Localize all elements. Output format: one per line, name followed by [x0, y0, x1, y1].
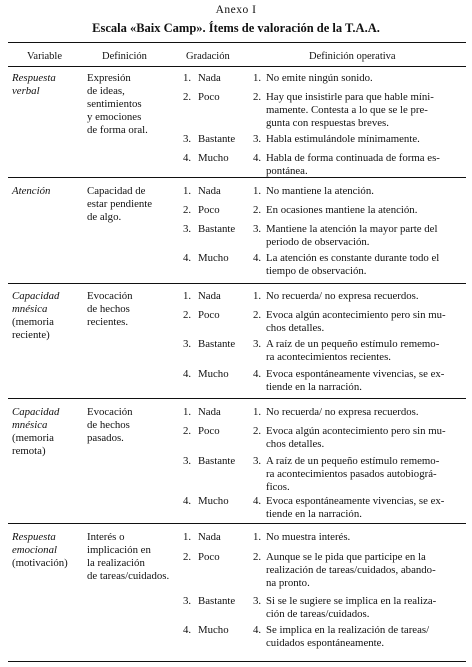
section-divider [8, 523, 466, 524]
definition-text: de tareas/cuidados. [87, 570, 170, 582]
variable-label: emocional [12, 544, 57, 556]
variable-label: mnésica [12, 303, 48, 315]
operative-definition: Habla estimulándole mínimamente. [266, 133, 420, 145]
operative-definition: Evoca espontáneamente vivencias, se ex- [266, 495, 445, 507]
operative-definition: Evoca espontáneamente vivencias, se ex- [266, 368, 445, 380]
definition-text: sentimientos [87, 98, 142, 110]
operative-definition: ficos. [266, 481, 290, 493]
operative-definition: Evoca algún acontecimiento pero sin mu- [266, 425, 446, 437]
grade-number: 4. [183, 252, 192, 264]
operative-definition: Habla de forma continuada de forma es- [266, 152, 440, 164]
operative-number: 1. [253, 185, 262, 197]
grade-number: 2. [183, 204, 192, 216]
grade-label: Nada [198, 290, 221, 302]
grade-label: Mucho [198, 252, 229, 264]
operative-definition: na pronto. [266, 577, 310, 589]
grade-number: 2. [183, 551, 192, 563]
grade-label: Bastante [198, 223, 236, 235]
operative-definition: gunta con respuestas breves. [266, 117, 389, 129]
variable-sublabel: (motivación) [12, 557, 68, 569]
grade-label: Poco [198, 204, 220, 216]
variable-sublabel: reciente) [12, 329, 50, 341]
grade-label: Bastante [198, 133, 236, 145]
operative-definition: mamente. Contesta a lo que se le pre- [266, 104, 428, 116]
operative-definition: No recuerda/ no expresa recuerdos. [266, 290, 419, 302]
operative-number: 2. [253, 309, 262, 321]
header-rule [8, 66, 466, 67]
operative-number: 4. [253, 495, 262, 507]
operative-definition: Si se le sugiere se implica en la realiza- [266, 595, 437, 607]
table-title: Escala «Baix Camp». Ítems de valoración de la T.A.A. [92, 21, 380, 35]
grade-label: Bastante [198, 595, 236, 607]
operative-number: 3. [253, 133, 262, 145]
definition-text: Evocación [87, 406, 133, 418]
variable-sublabel: (memoria [12, 432, 54, 444]
operative-number: 4. [253, 152, 262, 164]
definition-text: de ideas, [87, 85, 125, 97]
header-variable: Variable [27, 51, 62, 62]
operative-number: 2. [253, 91, 262, 103]
operative-definition: cuidados espontáneamente. [266, 637, 385, 649]
operative-definition: chos detalles. [266, 438, 325, 450]
operative-definition: Aunque se le pida que participe en la [266, 551, 426, 563]
definition-text: de hechos [87, 419, 130, 431]
grade-label: Poco [198, 309, 220, 321]
definition-text: Interés o [87, 531, 125, 543]
header-operativa: Definición operativa [309, 51, 396, 62]
top-rule [8, 42, 466, 43]
header-definicion: Definición [102, 51, 147, 62]
operative-number: 1. [253, 290, 262, 302]
grade-number: 3. [183, 595, 192, 607]
grade-number: 3. [183, 133, 192, 145]
grade-label: Poco [198, 551, 220, 563]
grade-number: 1. [183, 72, 192, 84]
header-gradacion: Gradación [186, 51, 230, 62]
annex-label: Anexo I [215, 4, 257, 16]
operative-number: 2. [253, 425, 262, 437]
definition-text: de hechos [87, 303, 130, 315]
grade-number: 3. [183, 338, 192, 350]
grade-label: Bastante [198, 455, 236, 467]
grade-label: Poco [198, 425, 220, 437]
operative-number: 1. [253, 72, 262, 84]
operative-definition: periodo de observación. [266, 236, 370, 248]
grade-number: 4. [183, 624, 192, 636]
operative-definition: Se implica en la realización de tareas/ [266, 624, 430, 636]
definition-text: Capacidad de [87, 185, 146, 197]
grade-number: 2. [183, 91, 192, 103]
grade-number: 4. [183, 152, 192, 164]
operative-number: 3. [253, 455, 262, 467]
grade-label: Poco [198, 91, 220, 103]
grade-label: Nada [198, 531, 221, 543]
grade-label: Nada [198, 72, 221, 84]
operative-definition: ra acontecimientos recientes. [266, 351, 392, 363]
operative-number: 3. [253, 223, 262, 235]
operative-number: 3. [253, 338, 262, 350]
operative-number: 2. [253, 551, 262, 563]
grade-number: 2. [183, 425, 192, 437]
variable-label: Respuesta [12, 531, 56, 543]
operative-definition: tiende en la narración. [266, 381, 362, 393]
operative-definition: ra acontecimientos pasados autobiográ- [266, 468, 437, 480]
operative-definition: tiende en la narración. [266, 508, 362, 520]
grade-label: Nada [198, 185, 221, 197]
section-divider [8, 283, 466, 284]
variable-label: Respuesta [12, 72, 56, 84]
variable-sublabel: (memoria [12, 316, 54, 328]
grade-number: 3. [183, 223, 192, 235]
grade-number: 1. [183, 290, 192, 302]
variable-label: verbal [12, 85, 40, 97]
operative-definition: No emite ningún sonido. [266, 72, 373, 84]
grade-number: 1. [183, 185, 192, 197]
operative-definition: En ocasiones mantiene la atención. [266, 204, 418, 216]
definition-text: Expresión [87, 72, 131, 84]
operative-definition: ción de tareas/cuidados. [266, 608, 370, 620]
definition-text: la realización [87, 557, 145, 569]
operative-definition: realización de tareas/cuidados, abando- [266, 564, 436, 576]
grade-number: 2. [183, 309, 192, 321]
variable-label: Atención [12, 185, 51, 197]
variable-label: mnésica [12, 419, 48, 431]
grade-label: Bastante [198, 338, 236, 350]
operative-definition: No mantiene la atención. [266, 185, 374, 197]
bottom-rule [8, 661, 466, 662]
operative-definition: A raíz de un pequeño estímulo rememo- [266, 338, 440, 350]
grade-number: 1. [183, 406, 192, 418]
operative-definition: pontánea. [266, 165, 308, 177]
operative-number: 4. [253, 368, 262, 380]
definition-text: pasados. [87, 432, 124, 444]
operative-number: 1. [253, 406, 262, 418]
section-divider [8, 398, 466, 399]
definition-text: estar pendiente [87, 198, 153, 210]
operative-definition: No muestra interés. [266, 531, 351, 543]
operative-definition: Evoca algún acontecimiento pero sin mu- [266, 309, 446, 321]
operative-number: 3. [253, 595, 262, 607]
grade-number: 1. [183, 531, 192, 543]
grade-label: Mucho [198, 624, 229, 636]
operative-definition: chos detalles. [266, 322, 325, 334]
operative-definition: La atención es constante durante todo el [266, 252, 440, 264]
definition-text: implicación en [87, 544, 151, 556]
operative-definition: tiempo de observación. [266, 265, 367, 277]
operative-definition: No recuerda/ no expresa recuerdos. [266, 406, 419, 418]
grade-label: Mucho [198, 368, 229, 380]
operative-number: 2. [253, 204, 262, 216]
variable-sublabel: remota) [12, 445, 46, 457]
grade-number: 4. [183, 495, 192, 507]
operative-definition: A raíz de un pequeño estímulo rememo- [266, 455, 440, 467]
variable-label: Capacidad [12, 290, 60, 302]
operative-number: 1. [253, 531, 262, 543]
definition-text: de forma oral. [87, 124, 148, 136]
definition-text: y emociones [87, 111, 142, 123]
definition-text: de algo. [87, 211, 122, 223]
grade-label: Mucho [198, 152, 229, 164]
grade-number: 4. [183, 368, 192, 380]
grade-number: 3. [183, 455, 192, 467]
operative-number: 4. [253, 252, 262, 264]
grade-label: Mucho [198, 495, 229, 507]
definition-text: recientes. [87, 316, 129, 328]
operative-definition: Mantiene la atención la mayor parte del [266, 223, 438, 235]
definition-text: Evocación [87, 290, 133, 302]
operative-number: 4. [253, 624, 262, 636]
operative-definition: Hay que insistirle para que hable míni- [266, 91, 434, 103]
grade-label: Nada [198, 406, 221, 418]
variable-label: Capacidad [12, 406, 60, 418]
